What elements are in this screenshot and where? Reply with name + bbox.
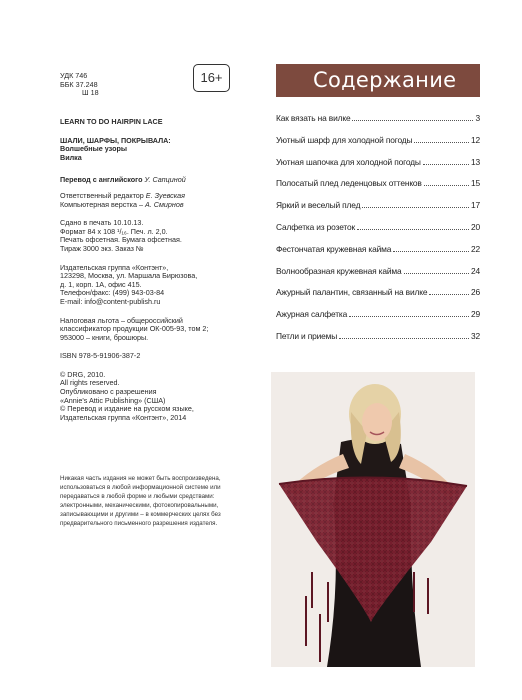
disclaimer-line: Никакая часть издания не может быть воспроизведена, (60, 475, 221, 482)
toc-entry-title: Салфетка из розеток (276, 221, 356, 232)
toc-entry (276, 222, 480, 244)
toc-entry-title: Полосатый плед леденцовых оттенков (276, 178, 422, 189)
print-line: Печать офсетная. Бумага офсетная. (60, 235, 182, 245)
toc-entry-page: 17 (470, 200, 480, 211)
toc-entry (276, 287, 480, 309)
publisher-line: Издательская группа «Контэнт», (60, 262, 169, 272)
model-in-shawl-illustration (271, 372, 475, 667)
toc-entry-page: 26 (470, 287, 480, 298)
copyright-line: Опубликовано с разрешения (60, 387, 157, 397)
toc-entry-page: 32 (470, 330, 480, 341)
toc-entry (276, 200, 480, 222)
publisher-line: д. 1, корп. 1А, офис 415. (60, 279, 142, 289)
toc-leader-dots (404, 266, 469, 274)
disclaimer-line: предварительного письменного разрешения издателя. (60, 520, 218, 528)
print-line: Тираж 3000 экз. Заказ № (60, 243, 144, 253)
rights-disclaimer (60, 474, 260, 529)
copyright-line: © DRG, 2010. (60, 369, 106, 379)
disclaimer-line: передаваться в любой форме и любыми средствами: (60, 493, 215, 501)
copyright-line: Издательская группа «Контэнт», 2014 (60, 412, 187, 422)
original-title: LEARN TO DO HAIRPIN LACE (60, 117, 163, 126)
toc-entry (276, 113, 480, 135)
publisher-line: Телефон/факс: (499) 943-03-84 (60, 288, 165, 298)
toc-entry-page: 13 (470, 156, 480, 167)
table-of-contents (276, 113, 480, 353)
toc-entry (276, 135, 480, 157)
book-subtitle-2: Вилка (60, 152, 82, 162)
toc-entry-title: Яркий и веселый плед (276, 200, 361, 211)
toc-entry-title: Фестончатая кружевная кайма (276, 243, 392, 254)
bbk-code: ББК 37.248 (60, 79, 98, 89)
editor-credit: Ответственный редактор Е. Зуевская (60, 190, 186, 200)
toc-entry (276, 244, 480, 266)
toc-leader-dots (423, 157, 469, 165)
tax-line: 953000 – книги, брошюры. (60, 332, 149, 342)
copyright-line: All rights reserved. (60, 378, 120, 388)
toc-heading: Содержание (313, 68, 457, 92)
copyright-line: «Annie's Attic Publishing» (США) (60, 395, 166, 405)
copyright-line: © Перевод и издание на русском языке, (60, 404, 194, 414)
toc-leader-dots (357, 222, 469, 230)
imprint-column (60, 72, 250, 422)
toc-entry-page: 12 (470, 134, 480, 145)
disclaimer-line: электронными, механическими, фотокопировальными, (60, 502, 219, 510)
translation-credit: Перевод с английского У. Сапциной (60, 175, 186, 185)
tax-line: классификатор продукции ОК-005-93, том 2; (60, 324, 209, 334)
toc-entry-title: Волнообразная кружевная кайма (276, 265, 402, 276)
toc-leader-dots (349, 309, 469, 317)
layout-credit: Компьютерная верстка – А. Смирнов (60, 199, 184, 209)
toc-leader-dots (424, 178, 469, 186)
toc-entry-title: Ажурная салфетка (276, 309, 348, 320)
tax-line: Налоговая льгота – общероссийский (60, 315, 183, 325)
toc-entry-page: 24 (470, 265, 480, 276)
toc-entry-title: Уютная шапочка для холодной погоды (276, 156, 421, 167)
toc-entry-page: 20 (470, 221, 480, 232)
toc-entry-title: Как вязать на вилке (276, 113, 351, 123)
toc-entry (276, 178, 480, 200)
print-line: Формат 84 х 108 ¹/₁₆. Печ. л. 2,0. (60, 226, 168, 236)
toc-entry-page: 3 (475, 113, 480, 123)
publisher-line: 123298, Москва, ул. Маршала Бирюзова, (60, 271, 198, 281)
toc-entry-page: 15 (470, 178, 480, 189)
toc-entry (276, 331, 480, 353)
book-subtitle-1: Волшебные узоры (60, 144, 127, 154)
toc-leader-dots (362, 200, 469, 208)
toc-leader-dots (429, 287, 469, 295)
toc-entry-title: Уютный шарф для холодной погоды (276, 134, 413, 145)
age-rating-badge: 16+ (193, 64, 230, 92)
toc-entry-title: Ажурный палантин, связанный на вилке (276, 287, 428, 298)
toc-entry-page: 29 (470, 309, 480, 320)
toc-entry-title: Петли и приемы (276, 330, 338, 341)
shawl-photo (271, 372, 475, 667)
udk-code: УДК 746 (60, 71, 88, 80)
toc-leader-dots (339, 331, 469, 339)
toc-entry (276, 309, 480, 331)
toc-leader-dots (414, 135, 469, 143)
toc-leader-dots (393, 244, 469, 252)
publisher-email: E-mail: info@content-publish.ru (60, 296, 161, 306)
toc-leader-dots (352, 113, 473, 121)
disclaimer-line: записывающими и другими – в коммерческих целях без (60, 511, 221, 519)
toc-entry (276, 266, 480, 288)
author-sign: Ш 18 (82, 88, 99, 98)
classification-block (60, 72, 250, 108)
toc-entry-page: 22 (470, 243, 480, 254)
book-title: ШАЛИ, ШАРФЫ, ПОКРЫВАЛА: (60, 135, 171, 145)
toc-heading-bar (276, 64, 480, 97)
toc-entry (276, 157, 480, 179)
isbn: ISBN 978-5-91906-387-2 (60, 351, 141, 361)
disclaimer-line: использоваться в любой информационной системе или (60, 484, 221, 492)
print-line: Сдано в печать 10.10.13. (60, 218, 144, 228)
